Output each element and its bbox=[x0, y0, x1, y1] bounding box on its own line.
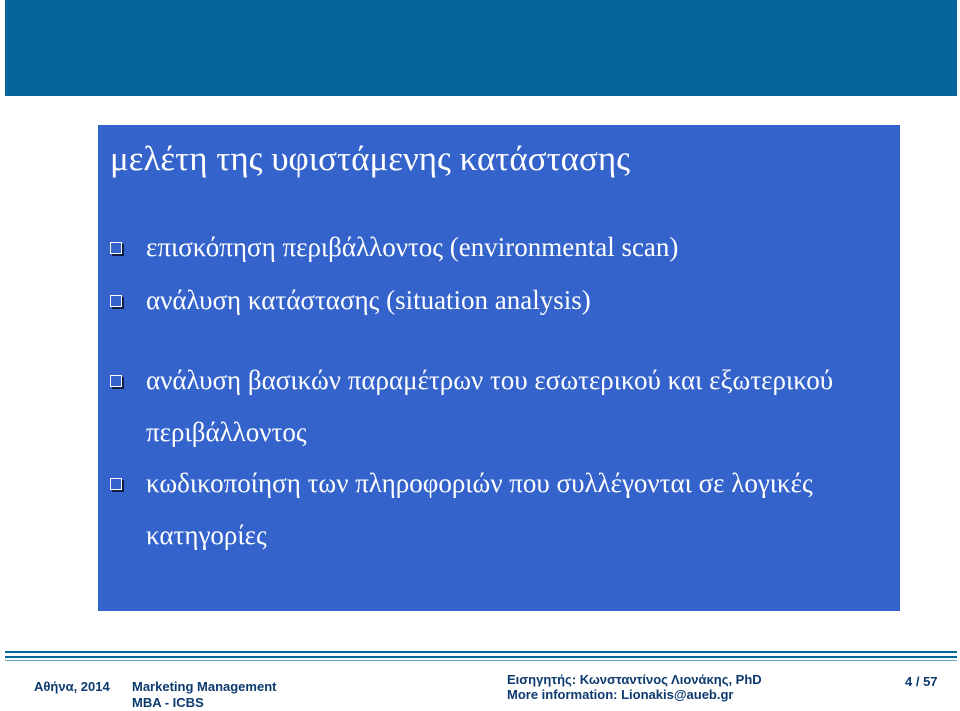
footer-divider bbox=[5, 660, 957, 661]
footer-divider bbox=[5, 656, 957, 658]
square-bullet-icon bbox=[110, 478, 122, 490]
square-bullet-icon bbox=[110, 242, 122, 254]
header-band bbox=[5, 0, 957, 96]
bullet-item-4 bbox=[110, 457, 890, 561]
footer-program: MBA - ICBS bbox=[132, 695, 204, 710]
bullet-text: ανάλυση βασικών παραμέτρων του εσωτερικού και εξωτερικού περιβάλλοντος bbox=[146, 365, 834, 447]
bullet-text: επισκόπηση περιβάλλοντος (environmental scan) bbox=[146, 232, 679, 262]
bullet-item-3 bbox=[110, 354, 890, 458]
bullet-text: κωδικοποίηση των πληροφοριών που συλλέγονται σε λογικές κατηγορίες bbox=[146, 468, 813, 550]
footer-location-date: Αθήνα, 2014 bbox=[34, 679, 110, 694]
slide-title: μελέτη της υφιστάμενης κατάστασης bbox=[110, 139, 631, 178]
slide-content-box bbox=[98, 125, 900, 611]
bullet-text: ανάλυση κατάστασης (situation analysis) bbox=[146, 285, 591, 315]
bullet-item-2 bbox=[110, 274, 890, 326]
footer-instructor: Εισηγητής: Κωνσταντίνος Λιονάκης, PhD bbox=[507, 672, 762, 687]
square-bullet-icon bbox=[110, 295, 122, 307]
footer-contact: More information: Lionakis@aueb.gr bbox=[507, 687, 734, 702]
footer-divider bbox=[5, 651, 957, 653]
bullet-item-1 bbox=[110, 221, 890, 273]
footer-course-name: Marketing Management bbox=[132, 679, 277, 694]
page-number: 4 / 57 bbox=[905, 674, 938, 689]
square-bullet-icon bbox=[110, 375, 122, 387]
